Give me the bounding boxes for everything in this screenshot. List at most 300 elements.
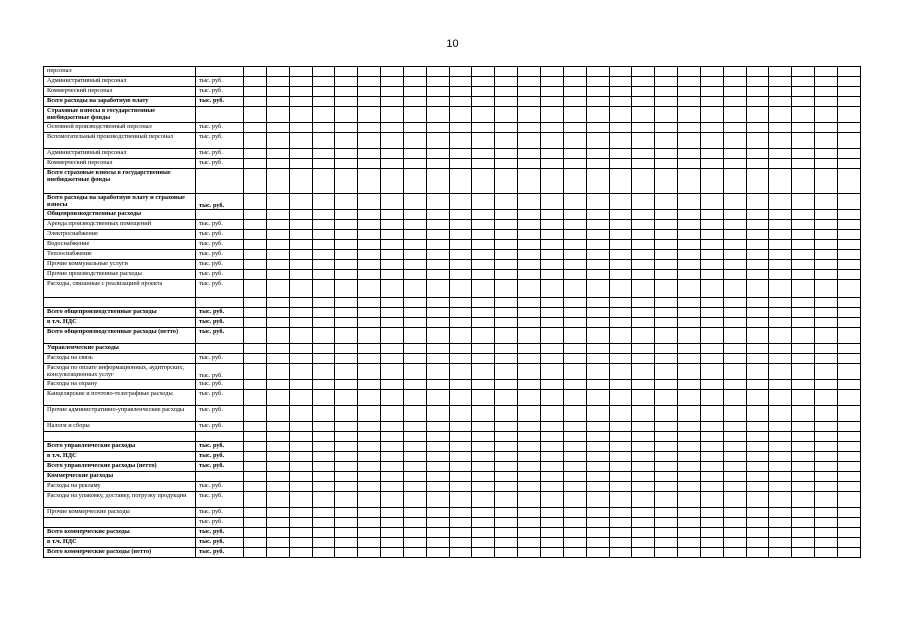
value-cell[interactable]: [312, 280, 335, 298]
value-cell[interactable]: [655, 280, 678, 298]
value-cell[interactable]: [472, 298, 495, 308]
value-cell[interactable]: [746, 280, 769, 298]
value-cell[interactable]: [540, 169, 563, 194]
value-cell[interactable]: [792, 133, 815, 149]
value-cell[interactable]: [266, 472, 289, 482]
value-cell[interactable]: [518, 67, 541, 77]
value-cell[interactable]: [586, 149, 609, 159]
value-cell[interactable]: [609, 308, 632, 318]
value-cell[interactable]: [518, 280, 541, 298]
value-cell[interactable]: [609, 344, 632, 354]
value-cell[interactable]: [289, 508, 312, 518]
value-cell[interactable]: [381, 380, 404, 390]
value-cell[interactable]: [403, 354, 426, 364]
value-cell[interactable]: [244, 354, 267, 364]
value-cell[interactable]: [678, 240, 701, 250]
value-cell[interactable]: [381, 159, 404, 169]
value-cell[interactable]: [655, 260, 678, 270]
value-cell[interactable]: [632, 380, 655, 390]
value-cell[interactable]: [426, 492, 449, 508]
value-cell[interactable]: [563, 159, 586, 169]
value-cell[interactable]: [518, 240, 541, 250]
value-cell[interactable]: [449, 77, 472, 87]
value-cell[interactable]: [746, 538, 769, 548]
value-cell[interactable]: [837, 133, 860, 149]
value-cell[interactable]: [495, 538, 518, 548]
value-cell[interactable]: [815, 380, 838, 390]
value-cell[interactable]: [586, 538, 609, 548]
value-cell[interactable]: [632, 280, 655, 298]
value-cell[interactable]: [403, 308, 426, 318]
value-cell[interactable]: [381, 390, 404, 406]
value-cell[interactable]: [495, 318, 518, 328]
value-cell[interactable]: [563, 452, 586, 462]
value-cell[interactable]: [403, 240, 426, 250]
value-cell[interactable]: [495, 298, 518, 308]
value-cell[interactable]: [746, 380, 769, 390]
value-cell[interactable]: [792, 354, 815, 364]
value-cell[interactable]: [495, 508, 518, 518]
value-cell[interactable]: [289, 107, 312, 123]
value-cell[interactable]: [586, 107, 609, 123]
value-cell[interactable]: [540, 472, 563, 482]
value-cell[interactable]: [472, 280, 495, 298]
value-cell[interactable]: [472, 133, 495, 149]
value-cell[interactable]: [700, 133, 723, 149]
value-cell[interactable]: [540, 422, 563, 432]
value-cell[interactable]: [358, 123, 381, 133]
value-cell[interactable]: [312, 508, 335, 518]
value-cell[interactable]: [815, 442, 838, 452]
value-cell[interactable]: [815, 133, 838, 149]
value-cell[interactable]: [358, 328, 381, 344]
value-cell[interactable]: [289, 344, 312, 354]
value-cell[interactable]: [837, 492, 860, 508]
value-cell[interactable]: [495, 442, 518, 452]
value-cell[interactable]: [792, 280, 815, 298]
value-cell[interactable]: [678, 308, 701, 318]
value-cell[interactable]: [655, 364, 678, 380]
value-cell[interactable]: [289, 492, 312, 508]
value-cell[interactable]: [815, 123, 838, 133]
value-cell[interactable]: [358, 77, 381, 87]
value-cell[interactable]: [723, 260, 746, 270]
value-cell[interactable]: [746, 194, 769, 210]
value-cell[interactable]: [540, 123, 563, 133]
value-cell[interactable]: [244, 548, 267, 558]
value-cell[interactable]: [723, 159, 746, 169]
value-cell[interactable]: [586, 159, 609, 169]
value-cell[interactable]: [244, 538, 267, 548]
value-cell[interactable]: [815, 77, 838, 87]
value-cell[interactable]: [746, 107, 769, 123]
value-cell[interactable]: [746, 452, 769, 462]
value-cell[interactable]: [586, 328, 609, 344]
value-cell[interactable]: [632, 260, 655, 270]
value-cell[interactable]: [495, 169, 518, 194]
value-cell[interactable]: [837, 87, 860, 97]
value-cell[interactable]: [312, 270, 335, 280]
value-cell[interactable]: [244, 508, 267, 518]
value-cell[interactable]: [403, 406, 426, 422]
value-cell[interactable]: [244, 67, 267, 77]
value-cell[interactable]: [632, 548, 655, 558]
value-cell[interactable]: [769, 390, 792, 406]
value-cell[interactable]: [837, 380, 860, 390]
value-cell[interactable]: [449, 318, 472, 328]
value-cell[interactable]: [837, 169, 860, 194]
value-cell[interactable]: [609, 250, 632, 260]
value-cell[interactable]: [472, 472, 495, 482]
value-cell[interactable]: [609, 442, 632, 452]
value-cell[interactable]: [700, 318, 723, 328]
value-cell[interactable]: [746, 250, 769, 260]
value-cell[interactable]: [586, 270, 609, 280]
value-cell[interactable]: [381, 260, 404, 270]
value-cell[interactable]: [381, 462, 404, 472]
value-cell[interactable]: [358, 159, 381, 169]
value-cell[interactable]: [381, 280, 404, 298]
value-cell[interactable]: [792, 270, 815, 280]
value-cell[interactable]: [655, 87, 678, 97]
value-cell[interactable]: [837, 240, 860, 250]
value-cell[interactable]: [655, 380, 678, 390]
value-cell[interactable]: [449, 159, 472, 169]
value-cell[interactable]: [266, 390, 289, 406]
value-cell[interactable]: [335, 308, 358, 318]
value-cell[interactable]: [426, 123, 449, 133]
value-cell[interactable]: [403, 452, 426, 462]
value-cell[interactable]: [244, 194, 267, 210]
value-cell[interactable]: [792, 432, 815, 442]
value-cell[interactable]: [472, 230, 495, 240]
value-cell[interactable]: [266, 380, 289, 390]
value-cell[interactable]: [609, 133, 632, 149]
value-cell[interactable]: [518, 149, 541, 159]
value-cell[interactable]: [540, 308, 563, 318]
value-cell[interactable]: [472, 548, 495, 558]
value-cell[interactable]: [289, 220, 312, 230]
value-cell[interactable]: [837, 107, 860, 123]
value-cell[interactable]: [518, 390, 541, 406]
value-cell[interactable]: [678, 492, 701, 508]
value-cell[interactable]: [358, 270, 381, 280]
value-cell[interactable]: [769, 518, 792, 528]
value-cell[interactable]: [769, 318, 792, 328]
value-cell[interactable]: [495, 364, 518, 380]
value-cell[interactable]: [289, 462, 312, 472]
value-cell[interactable]: [792, 318, 815, 328]
value-cell[interactable]: [837, 220, 860, 230]
value-cell[interactable]: [632, 169, 655, 194]
value-cell[interactable]: [381, 354, 404, 364]
value-cell[interactable]: [678, 422, 701, 432]
value-cell[interactable]: [769, 482, 792, 492]
value-cell[interactable]: [289, 390, 312, 406]
value-cell[interactable]: [358, 149, 381, 159]
value-cell[interactable]: [381, 432, 404, 442]
value-cell[interactable]: [655, 107, 678, 123]
value-cell[interactable]: [449, 528, 472, 538]
value-cell[interactable]: [678, 364, 701, 380]
value-cell[interactable]: [723, 298, 746, 308]
value-cell[interactable]: [449, 364, 472, 380]
value-cell[interactable]: [815, 87, 838, 97]
value-cell[interactable]: [655, 508, 678, 518]
value-cell[interactable]: [381, 149, 404, 159]
value-cell[interactable]: [312, 406, 335, 422]
value-cell[interactable]: [266, 528, 289, 538]
value-cell[interactable]: [358, 518, 381, 528]
value-cell[interactable]: [609, 97, 632, 107]
value-cell[interactable]: [723, 344, 746, 354]
value-cell[interactable]: [403, 364, 426, 380]
value-cell[interactable]: [837, 354, 860, 364]
value-cell[interactable]: [312, 240, 335, 250]
value-cell[interactable]: [312, 390, 335, 406]
value-cell[interactable]: [655, 442, 678, 452]
value-cell[interactable]: [358, 482, 381, 492]
value-cell[interactable]: [632, 210, 655, 220]
value-cell[interactable]: [563, 548, 586, 558]
value-cell[interactable]: [472, 364, 495, 380]
value-cell[interactable]: [678, 270, 701, 280]
value-cell[interactable]: [495, 548, 518, 558]
value-cell[interactable]: [632, 422, 655, 432]
value-cell[interactable]: [335, 159, 358, 169]
value-cell[interactable]: [244, 492, 267, 508]
value-cell[interactable]: [815, 422, 838, 432]
value-cell[interactable]: [586, 364, 609, 380]
value-cell[interactable]: [678, 159, 701, 169]
value-cell[interactable]: [449, 240, 472, 250]
value-cell[interactable]: [381, 328, 404, 344]
value-cell[interactable]: [449, 390, 472, 406]
value-cell[interactable]: [244, 318, 267, 328]
value-cell[interactable]: [563, 149, 586, 159]
value-cell[interactable]: [518, 298, 541, 308]
value-cell[interactable]: [632, 472, 655, 482]
value-cell[interactable]: [312, 77, 335, 87]
value-cell[interactable]: [723, 482, 746, 492]
value-cell[interactable]: [244, 442, 267, 452]
value-cell[interactable]: [746, 442, 769, 452]
value-cell[interactable]: [472, 508, 495, 518]
value-cell[interactable]: [266, 406, 289, 422]
value-cell[interactable]: [266, 508, 289, 518]
value-cell[interactable]: [609, 67, 632, 77]
value-cell[interactable]: [563, 472, 586, 482]
value-cell[interactable]: [540, 250, 563, 260]
value-cell[interactable]: [426, 318, 449, 328]
value-cell[interactable]: [678, 87, 701, 97]
value-cell[interactable]: [700, 270, 723, 280]
value-cell[interactable]: [403, 159, 426, 169]
value-cell[interactable]: [266, 230, 289, 240]
value-cell[interactable]: [792, 308, 815, 318]
value-cell[interactable]: [381, 67, 404, 77]
value-cell[interactable]: [518, 107, 541, 123]
value-cell[interactable]: [540, 482, 563, 492]
value-cell[interactable]: [632, 97, 655, 107]
value-cell[interactable]: [335, 432, 358, 442]
value-cell[interactable]: [335, 240, 358, 250]
value-cell[interactable]: [586, 442, 609, 452]
value-cell[interactable]: [723, 406, 746, 422]
value-cell[interactable]: [815, 250, 838, 260]
value-cell[interactable]: [449, 67, 472, 77]
value-cell[interactable]: [472, 250, 495, 260]
value-cell[interactable]: [586, 318, 609, 328]
value-cell[interactable]: [312, 298, 335, 308]
value-cell[interactable]: [792, 230, 815, 240]
value-cell[interactable]: [723, 318, 746, 328]
value-cell[interactable]: [609, 462, 632, 472]
value-cell[interactable]: [289, 298, 312, 308]
value-cell[interactable]: [335, 472, 358, 482]
value-cell[interactable]: [495, 432, 518, 442]
value-cell[interactable]: [769, 422, 792, 432]
value-cell[interactable]: [723, 149, 746, 159]
value-cell[interactable]: [563, 462, 586, 472]
value-cell[interactable]: [678, 406, 701, 422]
value-cell[interactable]: [403, 472, 426, 482]
value-cell[interactable]: [266, 298, 289, 308]
value-cell[interactable]: [769, 492, 792, 508]
value-cell[interactable]: [678, 149, 701, 159]
value-cell[interactable]: [700, 432, 723, 442]
value-cell[interactable]: [632, 492, 655, 508]
value-cell[interactable]: [632, 432, 655, 442]
value-cell[interactable]: [266, 482, 289, 492]
value-cell[interactable]: [700, 442, 723, 452]
value-cell[interactable]: [678, 482, 701, 492]
value-cell[interactable]: [403, 77, 426, 87]
value-cell[interactable]: [723, 123, 746, 133]
value-cell[interactable]: [403, 328, 426, 344]
value-cell[interactable]: [792, 508, 815, 518]
value-cell[interactable]: [792, 364, 815, 380]
value-cell[interactable]: [632, 452, 655, 462]
value-cell[interactable]: [518, 548, 541, 558]
value-cell[interactable]: [609, 432, 632, 442]
value-cell[interactable]: [381, 472, 404, 482]
value-cell[interactable]: [312, 149, 335, 159]
value-cell[interactable]: [609, 508, 632, 518]
value-cell[interactable]: [723, 87, 746, 97]
value-cell[interactable]: [632, 149, 655, 159]
value-cell[interactable]: [312, 380, 335, 390]
value-cell[interactable]: [449, 260, 472, 270]
value-cell[interactable]: [403, 194, 426, 210]
value-cell[interactable]: [289, 528, 312, 538]
value-cell[interactable]: [495, 452, 518, 462]
value-cell[interactable]: [655, 194, 678, 210]
value-cell[interactable]: [792, 422, 815, 432]
value-cell[interactable]: [723, 194, 746, 210]
value-cell[interactable]: [495, 492, 518, 508]
value-cell[interactable]: [312, 442, 335, 452]
value-cell[interactable]: [792, 548, 815, 558]
value-cell[interactable]: [449, 422, 472, 432]
value-cell[interactable]: [381, 508, 404, 518]
value-cell[interactable]: [449, 230, 472, 240]
value-cell[interactable]: [266, 432, 289, 442]
value-cell[interactable]: [563, 240, 586, 250]
value-cell[interactable]: [449, 462, 472, 472]
value-cell[interactable]: [449, 518, 472, 528]
value-cell[interactable]: [792, 452, 815, 462]
value-cell[interactable]: [518, 97, 541, 107]
value-cell[interactable]: [586, 250, 609, 260]
value-cell[interactable]: [381, 492, 404, 508]
value-cell[interactable]: [586, 298, 609, 308]
value-cell[interactable]: [609, 123, 632, 133]
value-cell[interactable]: [312, 67, 335, 77]
value-cell[interactable]: [769, 548, 792, 558]
value-cell[interactable]: [472, 77, 495, 87]
value-cell[interactable]: [563, 390, 586, 406]
value-cell[interactable]: [837, 318, 860, 328]
value-cell[interactable]: [837, 482, 860, 492]
value-cell[interactable]: [815, 169, 838, 194]
value-cell[interactable]: [289, 194, 312, 210]
value-cell[interactable]: [518, 354, 541, 364]
value-cell[interactable]: [540, 270, 563, 280]
value-cell[interactable]: [266, 97, 289, 107]
value-cell[interactable]: [655, 406, 678, 422]
value-cell[interactable]: [586, 452, 609, 462]
value-cell[interactable]: [403, 432, 426, 442]
value-cell[interactable]: [426, 220, 449, 230]
value-cell[interactable]: [244, 87, 267, 97]
value-cell[interactable]: [723, 67, 746, 77]
value-cell[interactable]: [837, 77, 860, 87]
value-cell[interactable]: [678, 97, 701, 107]
value-cell[interactable]: [289, 210, 312, 220]
value-cell[interactable]: [655, 452, 678, 462]
value-cell[interactable]: [449, 354, 472, 364]
value-cell[interactable]: [678, 280, 701, 298]
value-cell[interactable]: [426, 67, 449, 77]
value-cell[interactable]: [586, 472, 609, 482]
value-cell[interactable]: [678, 77, 701, 87]
value-cell[interactable]: [769, 528, 792, 538]
value-cell[interactable]: [426, 77, 449, 87]
value-cell[interactable]: [381, 107, 404, 123]
value-cell[interactable]: [335, 149, 358, 159]
value-cell[interactable]: [792, 298, 815, 308]
value-cell[interactable]: [449, 133, 472, 149]
value-cell[interactable]: [723, 230, 746, 240]
value-cell[interactable]: [837, 422, 860, 432]
value-cell[interactable]: [335, 298, 358, 308]
value-cell[interactable]: [358, 87, 381, 97]
value-cell[interactable]: [815, 308, 838, 318]
value-cell[interactable]: [472, 354, 495, 364]
value-cell[interactable]: [792, 87, 815, 97]
value-cell[interactable]: [769, 354, 792, 364]
value-cell[interactable]: [632, 344, 655, 354]
value-cell[interactable]: [289, 87, 312, 97]
value-cell[interactable]: [335, 508, 358, 518]
value-cell[interactable]: [244, 528, 267, 538]
value-cell[interactable]: [609, 240, 632, 250]
value-cell[interactable]: [609, 194, 632, 210]
value-cell[interactable]: [289, 123, 312, 133]
value-cell[interactable]: [449, 380, 472, 390]
value-cell[interactable]: [540, 548, 563, 558]
